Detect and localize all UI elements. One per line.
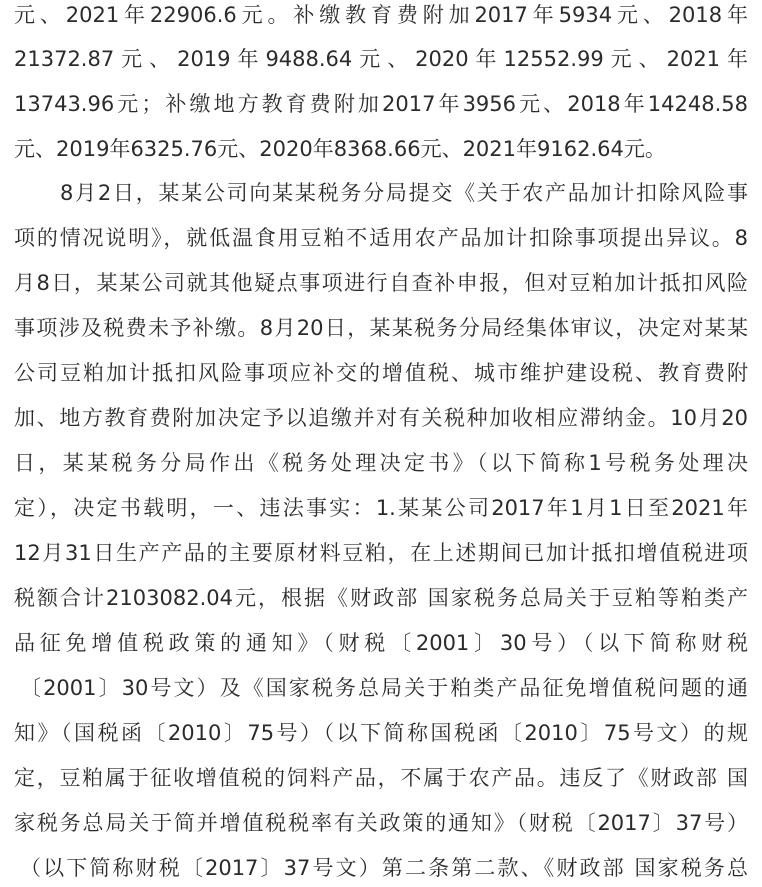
paragraph-2-line-8: 定），决定书载明，一、违法事实：1.某某公司2017年1月1日至2021年 (14, 496, 748, 520)
paragraph-2-line-10: 税额合计2103082.04元，根据《财政部 国家税务总局关于豆粕等粕类产 (14, 586, 748, 610)
paragraph-2-line-7: 日，某某税务分局作出《税务处理决定书》（以下简称1号税务处理决 (14, 451, 748, 475)
paragraph-2-line-3: 月8日，某某公司就其他疑点事项进行自查补申报，但对豆粕加计抵扣风险 (14, 271, 748, 295)
paragraph-2-line-14: 定，豆粕属于征收增值税的饲料产品，不属于农产品。违反了《财政部 国 (14, 766, 748, 790)
paragraph-2-line-11: 品征免增值税政策的通知》（财税〔2001〕30号）（以下简称财税 (14, 631, 748, 655)
paragraph-2-line-5: 公司豆粕加计抵扣风险事项应补交的增值税、城市维护建设税、教育费附 (14, 361, 748, 385)
paragraph-2-line-6: 加、地方教育费附加决定予以追缴并对有关税种加收相应滞纳金。10月20 (14, 406, 748, 430)
paragraph-1-line-4: 元、2019年6325.76元、2020年8368.66元、2021年9162.64元。 (14, 137, 666, 161)
paragraph-2-line-13: 知》（国税函〔2010〕75号）（以下简称国税函〔2010〕75号文）的规 (14, 721, 748, 745)
paragraph-2-line-9: 12月31日生产产品的主要原材料豆粕，在上述期间已加计抵扣增值税进项 (14, 541, 748, 565)
paragraph-2-line-16: （以下简称财税〔2017〕37号文）第二条第二款、《财政部 国家税务总 (20, 856, 748, 880)
paragraph-2-line-15: 家税务总局关于简并增值税税率有关政策的通知》（财税〔2017〕37号） (14, 811, 748, 835)
paragraph-2-line-4: 事项涉及税费未予补缴。8月20日，某某税务分局经集体审议，决定对某某 (14, 316, 748, 340)
paragraph-2-line-1: 8月2日，某某公司向某某税务分局提交《关于农产品加计扣除风险事 (60, 181, 748, 205)
paragraph-1-line-3: 13743.96元；补缴地方教育费附加2017年3956元、2018年14248.58 (14, 92, 748, 116)
paragraph-2-line-2: 项的情况说明》，就低温食用豆粕不适用农产品加计扣除事项提出异议。8 (14, 226, 748, 250)
paragraph-1-line-1: 元、2021年22906.6元。补缴教育费附加2017年5934元、2018年 (14, 3, 748, 27)
paragraph-2-line-12: 〔2001〕30号文）及《国家税务总局关于粕类产品征免增值税问题的通 (20, 676, 748, 700)
paragraph-1-line-2: 21372.87元、2019年9488.64元、2020年12552.99元、2021年 (14, 47, 748, 71)
